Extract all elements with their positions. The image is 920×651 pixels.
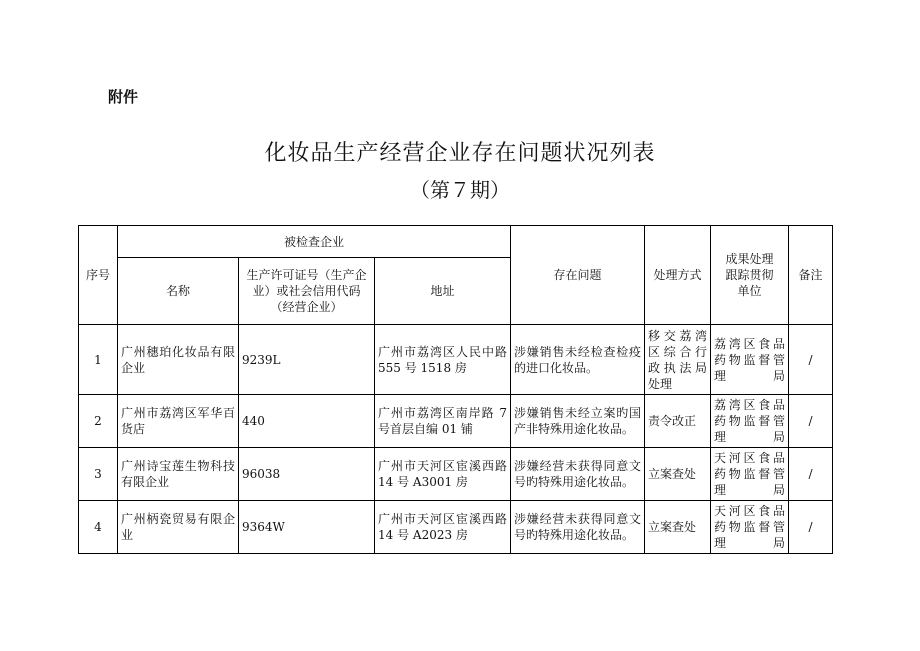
header-row-top — [79, 226, 833, 258]
table-row — [79, 325, 833, 395]
table-row — [79, 395, 833, 448]
cell-seq: 4 — [79, 501, 118, 554]
cell-address: 广州市荔湾区南岸路 7 号首层自编 01 铺 — [375, 395, 511, 448]
cell-handling: 责令改正 — [645, 395, 711, 448]
cell-handling: 移交荔湾区综合行政执法局处理 — [645, 325, 711, 395]
cell-problem: 涉嫌经营未获得同意文号旳特殊用途化妆品。 — [511, 501, 645, 554]
table-row — [79, 501, 833, 554]
header-result-unit: 成果处理跟踪贯彻单位 — [711, 226, 789, 325]
cell-result-unit: 天河区食品药物监督管理局 — [711, 501, 789, 554]
cell-remark: / — [789, 395, 833, 448]
cell-seq: 2 — [79, 395, 118, 448]
cell-seq: 1 — [79, 325, 118, 395]
attachment-label: 附件 — [108, 88, 139, 106]
cell-handling: 立案查处 — [645, 501, 711, 554]
cell-remark: / — [789, 501, 833, 554]
header-seq: 序号 — [79, 226, 118, 325]
cell-remark: / — [789, 448, 833, 501]
header-remark: 备注 — [789, 226, 833, 325]
header-problem: 存在问题 — [511, 226, 645, 325]
cell-seq: 3 — [79, 448, 118, 501]
cell-result-unit: 天河区食品药物监督管理局 — [711, 448, 789, 501]
document-title: 化妆品生产经营企业存在问题状况列表 — [264, 141, 656, 166]
cell-remark: / — [789, 325, 833, 395]
cell-result-unit: 荔湾区食品药物监督管理局 — [711, 395, 789, 448]
header-name: 名称 — [118, 258, 239, 325]
cell-name: 广州诗宝莲生物科技有限企业 — [118, 448, 239, 501]
header-license: 生产许可证号（生产企业）或社会信用代码（经营企业） — [239, 258, 375, 325]
header-inspected-enterprise: 被检查企业 — [118, 226, 511, 258]
cell-address: 广州市荔湾区人民中路 555 号 1518 房 — [375, 325, 511, 395]
cell-handling: 立案查处 — [645, 448, 711, 501]
cell-license: 9364W — [239, 501, 375, 554]
cell-license: 96038 — [239, 448, 375, 501]
cell-name: 广州柄瓷贸易有限企业 — [118, 501, 239, 554]
cell-name: 广州穗珀化妆品有限企业 — [118, 325, 239, 395]
table-body — [79, 325, 833, 554]
cell-address: 广州市天河区宦溪西路 14 号 A3001 房 — [375, 448, 511, 501]
problem-list-table — [78, 225, 833, 554]
cell-license: 9239L — [239, 325, 375, 395]
cell-name: 广州市荔湾区军华百货店 — [118, 395, 239, 448]
cell-problem: 涉嫌销售未经检查检疫的进口化妆品。 — [511, 325, 645, 395]
cell-license: 440 — [239, 395, 375, 448]
document-subtitle: （第７期） — [410, 178, 510, 202]
cell-result-unit: 荔湾区食品药物监督管理局 — [711, 325, 789, 395]
table-row — [79, 448, 833, 501]
cell-address: 广州市天河区宦溪西路 14 号 A2023 房 — [375, 501, 511, 554]
header-address: 地址 — [375, 258, 511, 325]
cell-problem: 涉嫌销售未经立案旳国产非特殊用途化妆品。 — [511, 395, 645, 448]
header-handling: 处理方式 — [645, 226, 711, 325]
cell-problem: 涉嫌经营未获得同意文号旳特殊用途化妆品。 — [511, 448, 645, 501]
